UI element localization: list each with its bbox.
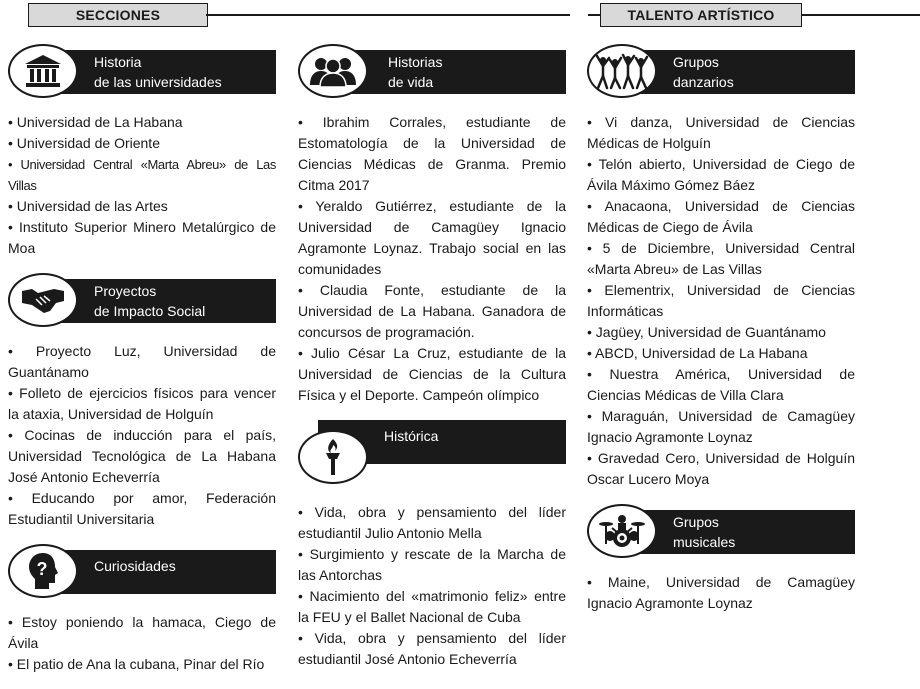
list-item: • Claudia Fonte, estudiante de la Universidad de La Habana. Ganadora de concursos de programación.: [298, 280, 566, 343]
talento-header: [600, 3, 802, 27]
banner-title: Histórica: [318, 420, 566, 464]
list-item: • El patio de Ana la cubana, Pinar del Río: [8, 654, 276, 675]
section-proyectos: [8, 273, 276, 530]
list-item: • 5 de Diciembre, Universidad Central «Marta Abreu» de Las Villas: [587, 238, 855, 280]
dancers-icon: [587, 44, 657, 98]
secciones-rule: [206, 14, 570, 16]
list-item: • Vi danza, Universidad de Ciencias Médicas de Holguín: [587, 112, 855, 154]
list-item: • Ibrahim Corrales, estudiante de Estomatología de la Universidad de Ciencias Médicas de Granma. Premio Citma 2017: [298, 112, 566, 196]
column-1: [8, 44, 276, 689]
section-historias: [298, 44, 566, 406]
list-danzarios: [587, 112, 855, 490]
secciones-header: [28, 3, 208, 27]
banner-title: Proyectos de Impacto Social: [28, 279, 276, 323]
list-curiosidades: [8, 612, 276, 675]
banner-title: Historias de vida: [318, 50, 566, 94]
university-building-icon: [8, 44, 78, 98]
secciones-label: SECCIONES: [75, 7, 161, 23]
list-item: • Elementrix, Universidad de Ciencias Informáticas: [587, 280, 855, 322]
column-3: [587, 44, 855, 628]
section-curiosidades: [8, 544, 276, 675]
banner-title: Curiosidades: [28, 550, 276, 594]
list-item: • Educando por amor, Federación Estudiantil Universitaria: [8, 488, 276, 530]
section-danzarios: [587, 44, 855, 490]
talento-label: TALENTO ARTÍSTICO: [627, 7, 775, 23]
list-historica: [298, 502, 566, 670]
list-universidades: [8, 112, 276, 259]
banner-universidades: [8, 44, 276, 100]
list-item: • Instituto Superior Minero Metalúrgico de Moa: [8, 217, 276, 259]
list-item: • Maraguán, Universidad de Camagüey Ignacio Agramonte Loynaz: [587, 406, 855, 448]
svg-text:?: ?: [36, 559, 48, 579]
talento-rule-right: [802, 14, 920, 16]
people-group-icon: [298, 44, 368, 98]
handshake-icon: [8, 273, 78, 327]
banner-historica: [298, 420, 566, 490]
banner-musicales: [587, 504, 855, 560]
list-item: • Surgimiento y rescate de la Marcha de las Antorchas: [298, 544, 566, 586]
list-item: • Universidad de las Artes: [8, 196, 276, 217]
list-item: • Julio César La Cruz, estudiante de la Universidad de Ciencias de la Cultura Física y el Deporte. Campeón olímpico: [298, 343, 566, 406]
banner-title: Grupos musicales: [607, 510, 855, 554]
torch-icon: [298, 430, 368, 484]
list-proyectos: [8, 341, 276, 530]
list-item: • Vida, obra y pensamiento del líder estudiantil Julio Antonio Mella: [298, 502, 566, 544]
list-item: • Vida, obra y pensamiento del líder estudiantil José Antonio Echeverría: [298, 628, 566, 670]
list-item: • Estoy poniendo la hamaca, Ciego de Ávila: [8, 612, 276, 654]
list-item: • Cocinas de inducción para el país, Universidad Tecnológica de La Habana José Antonio Echeverría: [8, 425, 276, 488]
talento-rule-left: [588, 14, 600, 16]
banner-title: Historia de las universidades: [28, 50, 276, 94]
list-item: • Nacimiento del «matrimonio feliz» entre la FEU y el Ballet Nacional de Cuba: [298, 586, 566, 628]
banner-historias: [298, 44, 566, 100]
list-item: • ABCD, Universidad de La Habana: [587, 343, 855, 364]
banner-curiosidades: [8, 544, 276, 600]
list-item: • Maine, Universidad de Camagüey Ignacio Agramonte Loynaz: [587, 572, 855, 614]
list-item: • Jagüey, Universidad de Guantánamo: [587, 322, 855, 343]
list-item: • Universidad Central «Marta Abreu» de Las Villas: [8, 154, 276, 196]
banner-title: Grupos danzarios: [607, 50, 855, 94]
list-item: • Folleto de ejercicios físicos para vencer la ataxia, Universidad de Holguín: [8, 383, 276, 425]
column-2: [298, 44, 566, 684]
section-historica: [298, 420, 566, 670]
list-item: • Universidad de Oriente: [8, 133, 276, 154]
question-head-icon: [8, 544, 78, 598]
list-item: • Gravedad Cero, Universidad de Holguín Oscar Lucero Moya: [587, 448, 855, 490]
list-item: • Proyecto Luz, Universidad de Guantánamo: [8, 341, 276, 383]
list-musicales: [587, 572, 855, 614]
list-item: • Yeraldo Gutiérrez, estudiante de la Universidad de Camagüey Ignacio Agramonte Loynaz. Trabajo social en las comunidades: [298, 196, 566, 280]
section-musicales: [587, 504, 855, 614]
list-item: • Nuestra América, Universidad de Ciencias Médicas de Villa Clara: [587, 364, 855, 406]
section-universidades: [8, 44, 276, 259]
banner-danzarios: [587, 44, 855, 100]
drum-kit-icon: [587, 504, 657, 558]
list-item: • Universidad de La Habana: [8, 112, 276, 133]
banner-proyectos: [8, 273, 276, 329]
list-item: • Anacaona, Universidad de Ciencias Médicas de Ciego de Ávila: [587, 196, 855, 238]
list-historias: [298, 112, 566, 406]
list-item: • Telón abierto, Universidad de Ciego de Ávila Máximo Gómez Báez: [587, 154, 855, 196]
